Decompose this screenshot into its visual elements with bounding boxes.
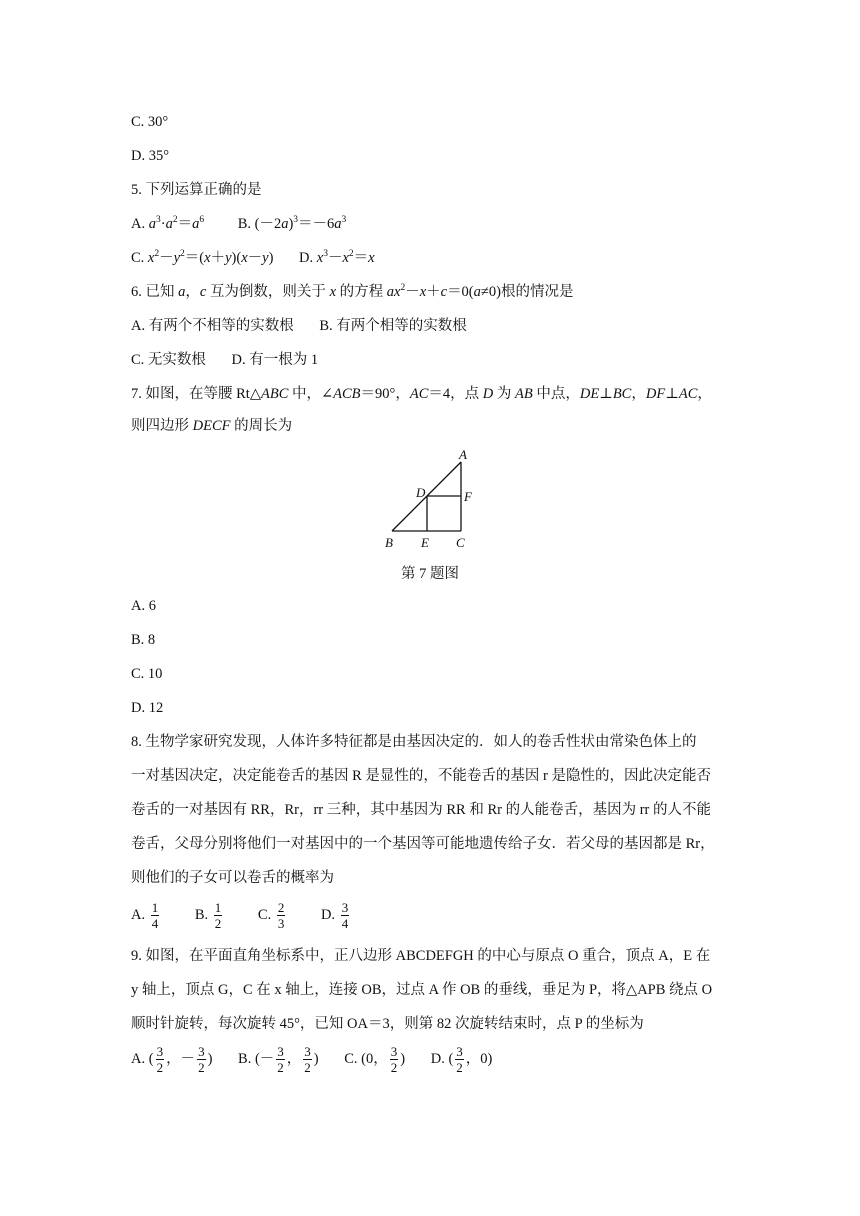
q6-options-cd (131, 350, 318, 370)
q8-option-d: D. $\frac{3}{4}$ (320, 900, 349, 932)
q5-option-b: B. $(-2a)^3=-6a^3$ (237, 215, 347, 232)
q8-options (131, 900, 351, 931)
q7-stem-line1: 7. 如图，在等腰 Rt△ABC 中，∠ACB＝90°，AC＝4，点 D 为 AB 中点，DE⊥BC，DF⊥AC， (131, 386, 712, 402)
q6-option-d: D. 有一根为 1 (231, 352, 319, 368)
q4-option-c: C. 30° (131, 114, 169, 130)
q6-option-a: A. 有两个不相等的实数根 (131, 318, 294, 334)
q8-option-c: C. $\frac{2}{3}$ (257, 900, 285, 932)
q9-stem-line3: 顺时针旋转，每次旋转 45°，已知 OA＝3，则第 82 次旋转结束时，点 P 的坐标为 (131, 1016, 644, 1032)
label-c: C (456, 535, 465, 550)
q6-option-b: B. 有两个相等的实数根 (319, 318, 467, 334)
label-d: D (416, 485, 426, 500)
q5-option-a: A. $a^3\cdot a^2=a^6$ (131, 215, 205, 232)
q5-option-c: C. $x^2-y^2=(x+y)(x-y)$ (131, 249, 274, 266)
label-b: B (385, 535, 393, 550)
label-f: F (464, 489, 472, 504)
label-e: E (421, 535, 429, 550)
q8-stem-line1: 8. 生物学家研究发现，人体许多特征都是由基因决定的．如人的卷舌性状由常染色体上的 (131, 734, 697, 750)
q9-option-b: B. (－ $\frac{3}{2}$ ， $\frac{3}{2}$ ) (238, 1044, 319, 1076)
q5-options-cd (131, 248, 375, 268)
q7-triangle-figure (380, 443, 480, 555)
q9-option-c: C. (0， $\frac{3}{2}$ ) (344, 1044, 406, 1076)
q7-stem-line2: 则四边形 DECF 的周长为 (131, 418, 293, 434)
q9-stem-line1: 9. 如图，在平面直角坐标系中，正八边形 ABCDEFGH 的中心与原点 O 重合，顶点 A，E 在 (131, 948, 711, 964)
q9-stem-line2: y 轴上，顶点 G，C 在 x 轴上，连接 OB，过点 A 作 OB 的垂线，垂足为 P，将△APB 绕点 O (131, 982, 713, 998)
q9-options (131, 1042, 492, 1076)
q8-option-b: B. $\frac{1}{2}$ (194, 900, 222, 932)
q7-option-b: B. 8 (131, 632, 156, 648)
q8-stem-line2: 一对基因决定，决定能卷舌的基因 R 是显性的，不能卷舌的基因 r 是隐性的，因此决定能否 (131, 768, 711, 784)
q5-options-ab (131, 214, 346, 234)
q7-option-d: D. 12 (131, 700, 164, 716)
label-a: A (459, 447, 467, 462)
q6-option-c: C. 无实数根 (131, 352, 206, 368)
q5-stem: 5. 下列运算正确的是 (131, 182, 262, 198)
q8-option-a: A. $\frac{1}{4}$ (131, 900, 159, 932)
q8-stem-line5: 则他们的子女可以卷舌的概率为 (131, 870, 334, 886)
q7-figure-caption: 第 7 题图 (401, 566, 459, 582)
q5-option-d: D. $x^3-x^2=x$ (299, 249, 375, 266)
q7-option-c: C. 10 (131, 666, 163, 682)
q8-stem-line4: 卷舌，父母分别将他们一对基因中的一个基因等可能地遗传给子女．若父母的基因都是 Rr， (131, 836, 715, 852)
q6-stem: 6. 已知 a，c 互为倒数，则关于 x 的方程 $ax^2-x+c=0(a\ne 0)$根的情况是 (131, 283, 574, 300)
q9-option-d: D. ( $\frac{3}{2}$ ，0) (430, 1044, 493, 1076)
q6-options-ab (131, 316, 467, 336)
q4-option-d: D. 35° (131, 148, 170, 164)
q9-option-a: A. ( $\frac{3}{2}$ ，－ $\frac{3}{2}$ ) (131, 1044, 213, 1076)
q7-option-a: A. 6 (131, 598, 156, 614)
q8-stem-line3: 卷舌的一对基因有 RR，Rr，rr 三种，其中基因为 RR 和 Rr 的人能卷舌，基因为 rr 的人不能 (131, 802, 711, 818)
